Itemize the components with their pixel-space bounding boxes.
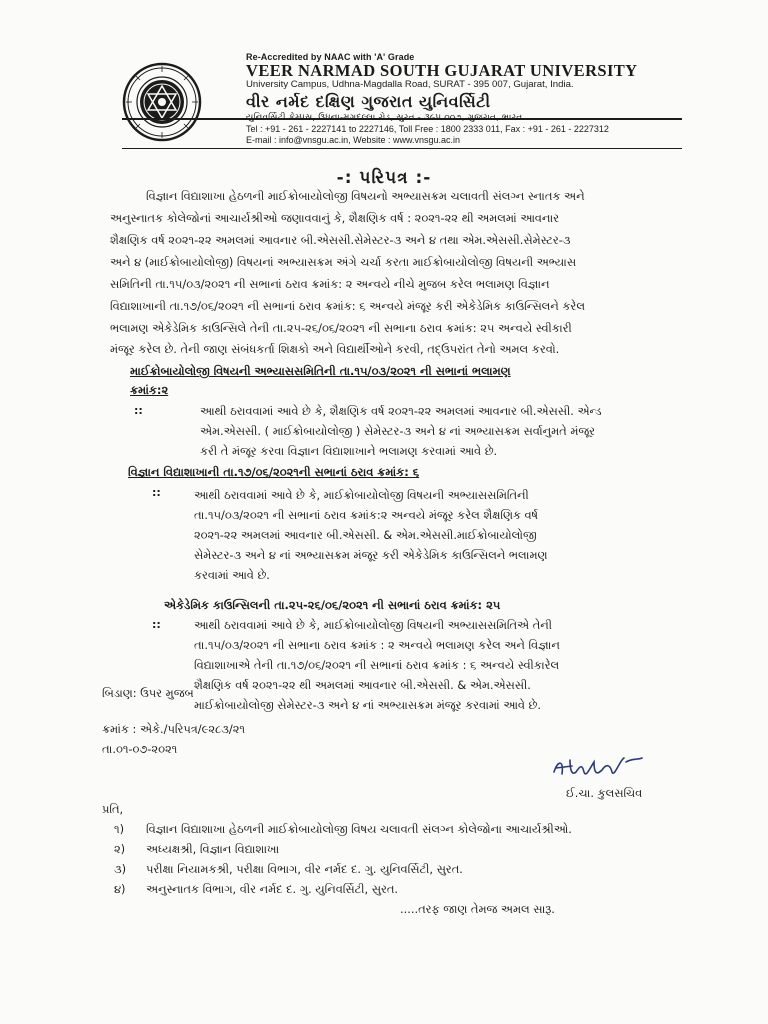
recipient-text: વિજ્ઞાન વિદ્યાશાખા હેઠળની માઈક્રોબાયોલોજી વિષય ચલાવતી સંલગ્ન કોલેજોના આચાર્યશ્રીઓ.: [146, 822, 572, 836]
intro-line: મંજૂર કરેલ છે. તેની જાણ સંબંધકર્તા શિક્ષકો અને વિદ્યાર્થીઓને કરવી, તદ્ઉપરાંત તેનો અમલ કરવો.: [110, 342, 560, 356]
section2-line: સેમેસ્ટર-૩ અને ૪ નાં અભ્યાસક્રમ મંજૂર કરી એકેડેમિક કાઉન્સિલને ભલામણ: [194, 548, 548, 562]
recipient-text: પરીક્ષા નિયામકશ્રી, પરીક્ષા વિભાગ, વીર નર્મદ દ. ગુ. યુનિવર્સિટી, સુરત.: [146, 862, 463, 876]
recipient-text: અનુસ્નાતક વિભાગ, વીર નર્મદ દ. ગુ. યુનિવર્સિટી, સુરત.: [146, 882, 399, 896]
footer-note: .....તરફ જાણ તેમજ અમલ સારૂ.: [400, 902, 555, 916]
reference-number: ક્રમાંક : એકે./પરિપત્ર/૯૨૮૩/૨૧: [102, 722, 245, 736]
to-label: પ્રતિ,: [102, 802, 124, 816]
recipient-number: ૪): [114, 882, 126, 896]
section3-line: તા.૧૫/૦૩/૨૦૨૧ ની સભાના ઠરાવ ક્રમાંક : ૨ અન્વયે ભલામણ કરેલ અને વિજ્ઞાન: [194, 638, 560, 652]
contact-email-web: E-mail : info@vnsgu.ac.in, Website : www.vnsgu.ac.in: [246, 135, 461, 145]
section3-line: વિદ્યાશાખાએ તેની તા.૧૭/૦૬/૨૦૨૧ ની સભાનાં ઠરાવ ક્રમાંક : ૬ અન્વયે સ્વીકારેલ: [194, 658, 560, 672]
letterhead: [246, 52, 746, 124]
section2-line: આથી ઠરાવવામાં આવે છે કે, માઈક્રોબાયોલોજી વિષયની અભ્યાસસમિતિની: [194, 488, 529, 502]
recipient-number: ૧): [114, 822, 125, 836]
signature-icon: [548, 750, 658, 790]
section1-line: કરી તે મંજૂર કરવા વિજ્ઞાન વિદ્યાશાખાને ભલામણ કરવામાં આવે છે.: [200, 444, 498, 458]
section1-line: એમ.એસસી. ( માઈક્રોબાયોલોજી ) સેમેસ્ટર-૩ અને ૪ નાં અભ્યાસક્રમ સર્વાનુમતે મંજૂર: [200, 424, 596, 438]
contact-phone: Tel : +91 - 261 - 2227141 to 2227146, Toll Free : 1800 2333 011, Fax : +91 - 261 - 2227312: [246, 124, 609, 134]
circular-date: તા.૦૧-૦૭-૨૦૨૧: [102, 742, 178, 756]
section2-heading: વિજ્ઞાન વિદ્યાશાખાની તા.૧૭/૦૬/૨૦૨૧ની સભાનાં ઠરાવ ક્રમાંક: ૬: [128, 465, 420, 479]
university-seal-icon: [122, 62, 202, 142]
section2-line: તા.૧૫/૦૩/૨૦૨૧ ની સભાનાં ઠરાવ ક્રમાંક:૨ અન્વયે મંજૂર કરેલ શૈક્ષણિક વર્ષ: [194, 508, 539, 522]
section3-line: માઈક્રોબાયોલોજી સેમેસ્ટર-૩ અને ૪ નાં અભ્યાસક્રમ મંજૂર કરવામાં આવે છે.: [194, 698, 541, 712]
section3-line: આથી ઠરાવવામાં આવે છે કે, માઈક્રોબાયોલોજી વિષયની અભ્યાસસમિતિએ તેની: [194, 618, 552, 632]
letterhead-rule-top: [122, 118, 682, 120]
section2-line: ૨૦૨૧-૨૨ અમલમાં આવનાર બી.એસસી. & એમ.એસસી.માઈક્રોબાયોલોજી: [194, 528, 537, 542]
section3-line: શૈક્ષણિક વર્ષ ૨૦૨૧-૨૨ થી અમલમાં આવનાર બી.એસસી. & એમ.એસસી.: [194, 678, 531, 692]
section1-line: આથી ઠરાવવામાં આવે છે કે, શૈક્ષણિક વર્ષ ૨૦૨૧-૨૨ અમલમાં આવનાર બી.એસસી. એન્ડ: [200, 404, 602, 418]
address-english: University Campus, Udhna-Magdalla Road, SURAT - 395 007, Gujarat, India.: [246, 79, 574, 90]
intro-line: ભલામણ એકેડેમિક કાઉન્સિલે તેની તા.૨૫-૨૬/૦૬/૨૦૨૧ ની સભાના ઠરાવ ક્રમાંક: ૨૫ અન્વયે સ્વીકારી: [110, 321, 572, 335]
section3-colon: ::: [152, 618, 161, 631]
enclosure: બિડાણ: ઉપર મુજબ: [102, 686, 194, 700]
intro-line: અને ૪ (માઈક્રોબાયોલોજી) વિષયનાં અભ્યાસક્રમ અંગે ચર્ચા કરતા માઈક્રોબાયોલોજી વિષયની અભ્યાસ: [110, 255, 577, 269]
intro-line: વિજ્ઞાન વિદ્યાશાખા હેઠળની માઈક્રોબાયોલોજી વિષયનો અભ્યાસક્રમ ચલાવતી સંલગ્ન સ્નાતક અને: [146, 189, 585, 203]
naac-accreditation: Re-Accredited by NAAC with 'A' Grade: [246, 52, 415, 62]
section3-heading: એકેડેમિક કાઉન્સિલની તા.૨૫-૨૬/૦૬/૨૦૨૧ ની સભાનાં ઠરાવ ક્રમાંક: ૨૫: [164, 598, 501, 612]
section1-heading: માઈક્રોબાયોલોજી વિષયની અભ્યાસસમિતિની તા.૧૫/૦૩/૨૦૨૧ ની સભાનાં ભલામણ: [130, 364, 511, 378]
recipient-text: અધ્યક્ષશ્રી, વિજ્ઞાન વિદ્યાશાખા: [146, 842, 280, 856]
signatory-title: ઈ.ચા. કુલસચિવ: [566, 786, 643, 800]
address-gujarati: યુનિવર્સિટી કેમ્પસ, ઉધના-મગદલ્લા રોડ, સુરત - ૩૯૫ ૦૦૭, ગુજરાત, ભારત.: [246, 112, 526, 123]
intro-line: સમિતિની તા.૧૫/૦૩/૨૦૨૧ ની સભાનાં ઠરાવ ક્રમાંક: ૨ અન્વયે નીચે મુજબ કરેલ ભલામણ વિજ્ઞાન: [110, 277, 550, 291]
intro-line: શૈક્ષણિક વર્ષ ૨૦૨૧-૨૨ અમલમાં આવનાર બી.એસસી.સેમેસ્ટર-૩ અને ૪ તથા એમ.એસસી.સેમેસ્ટર-૩: [110, 233, 571, 247]
intro-line: વિદ્યાશાખાની તા.૧૭/૦૬/૨૦૨૧ ની સભાનાં ઠરાવ ક્રમાંક: ૬ અન્વયે મંજૂર કરી એકેડેમિક કાઉન્સિલને કરેલ: [110, 299, 585, 313]
page-title: -: પરિપત્ર :-: [336, 168, 432, 188]
recipient-number: ૩): [114, 862, 127, 876]
intro-line: અનુસ્નાતક કોલેજોનાં આચાર્યશ્રીઓ જણાવવાનું કે, શૈક્ષણિક વર્ષ : ૨૦૨૧-૨૨ થી અમલમાં આવનાર: [110, 211, 560, 225]
recipient-number: ૨): [114, 842, 126, 856]
section1-colon: ::: [134, 404, 143, 417]
section1-heading-2: ક્રમાંક:૨: [130, 383, 169, 397]
university-name-english: VEER NARMAD SOUTH GUJARAT UNIVERSITY: [246, 61, 638, 80]
section2-colon: ::: [152, 486, 161, 499]
university-name-gujarati: વીર નર્મદ દક્ષિણ ગુજરાત યુનિવર્સિટી: [246, 92, 491, 111]
section2-line: કરવામાં આવે છે.: [194, 568, 270, 582]
letterhead-rule-bottom: [122, 148, 682, 149]
